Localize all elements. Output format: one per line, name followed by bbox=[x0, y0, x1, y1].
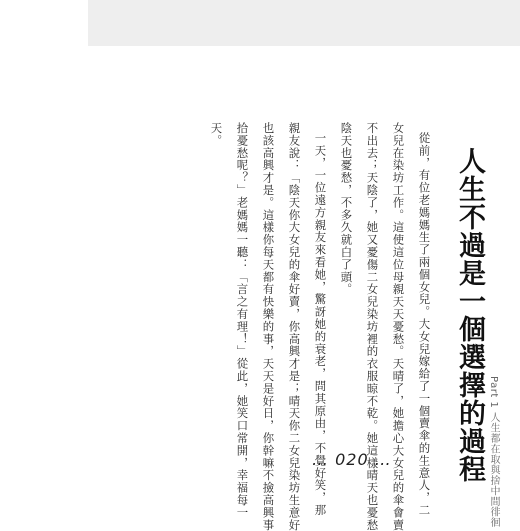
paragraph-line-4: 陰天也憂愁，不多久就白了頭。 bbox=[339, 122, 354, 296]
paragraph-line-8: 拾憂愁呢？」老媽媽一聽：「言之有理！」從此，她笑口常開，幸福每一 bbox=[235, 122, 250, 519]
paragraph-line-6: 親友說：「陰天你大女兒的傘好賣，你高興才是；晴天你二女兒染坊生意好 bbox=[287, 122, 302, 531]
paragraph-line-7: 也該高興才是。這樣你每天都有快樂的事，天天是好日，你幹嘛不撿高興事 bbox=[261, 122, 276, 531]
top-margin-band bbox=[88, 0, 520, 46]
paragraph-line-5: 一天，一位遠方親友來看她，驚訝她的衰老，問其原由，不覺好笑，那 bbox=[313, 132, 328, 517]
page-number: … 020 … bbox=[312, 450, 392, 469]
book-page bbox=[88, 46, 520, 531]
paragraph-line-3: 不出去；天陰了，她又憂傷二女兒染坊裡的衣服晾不乾。她這樣晴天也憂愁 bbox=[365, 122, 380, 531]
paragraph-line-1: 從前，有位老媽媽生了兩個女兒。大女兒嫁給了一個賣傘的生意人，二 bbox=[417, 132, 432, 517]
chapter-title: 人生不過是一個選擇的過程 bbox=[454, 147, 485, 483]
paragraph-line-9: 天。 bbox=[209, 122, 224, 147]
running-header: Part 1 人生都在取與捨中間徘徊 bbox=[488, 376, 499, 528]
paragraph-line-2: 女兒在染坊工作。這使這位母親天天憂愁。天晴了，她擔心大女兒的傘會賣 bbox=[391, 122, 406, 531]
